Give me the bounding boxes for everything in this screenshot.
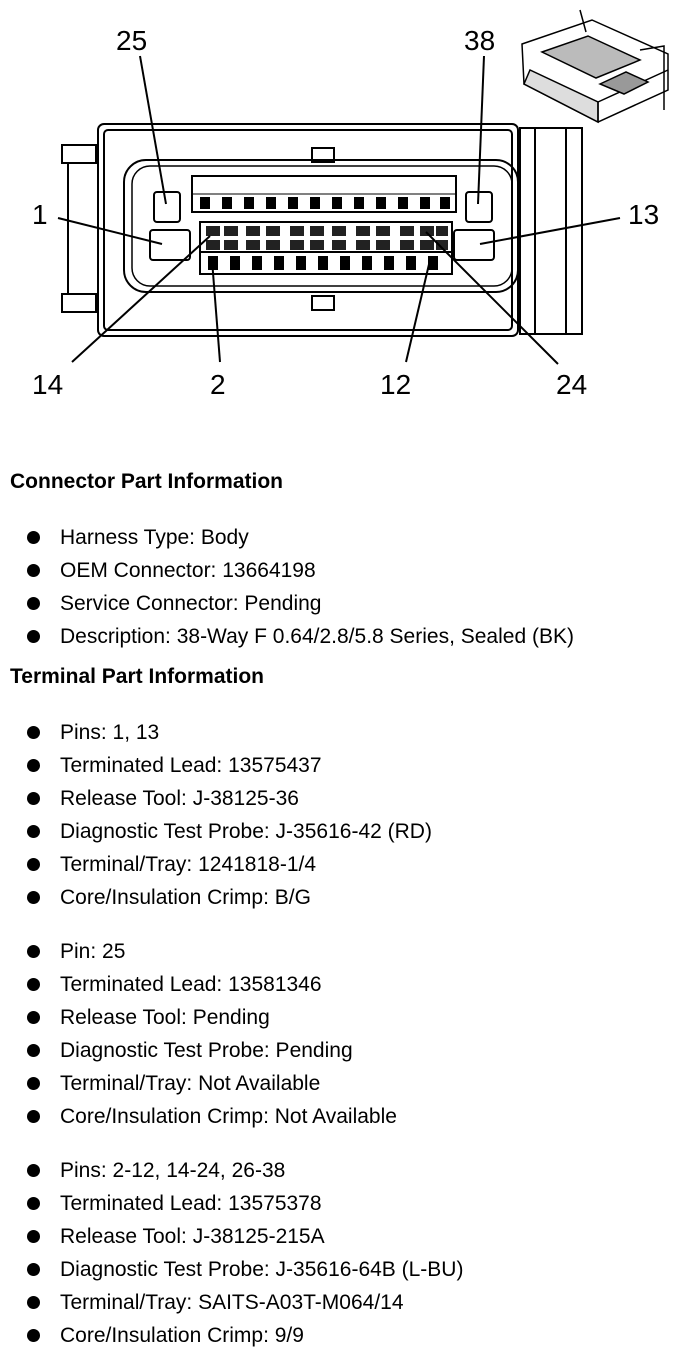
list-item-text: Terminated Lead: 13575378 [60, 1192, 322, 1215]
list-item-text: Diagnostic Test Probe: J-35616-42 (RD) [60, 820, 432, 843]
list-item-text: Pins: 2-12, 14-24, 26-38 [60, 1159, 286, 1182]
pin-callout-14: 14 [32, 369, 64, 400]
connector-part-list [0, 521, 574, 653]
connector-part-heading: Connector Part Information [10, 470, 284, 493]
list-item [0, 1154, 463, 1187]
bullet-icon [27, 1044, 40, 1057]
connector-diagram [0, 0, 688, 420]
bullet-icon [27, 564, 40, 577]
bullet-icon [27, 726, 40, 739]
bullet-icon [27, 825, 40, 838]
terminal-group-2-list [0, 935, 397, 1133]
list-item [0, 749, 432, 782]
bullet-icon [27, 1230, 40, 1243]
list-item-text: Terminal/Tray: 1241818-1/4 [60, 853, 317, 876]
list-item [0, 1319, 463, 1352]
bullet-icon [27, 978, 40, 991]
bullet-icon [27, 597, 40, 610]
list-item [0, 587, 574, 620]
list-item-text: Diagnostic Test Probe: Pending [60, 1039, 353, 1062]
pin-callout-38: 38 [464, 25, 496, 56]
list-item-text: Pins: 1, 13 [60, 721, 160, 744]
bullet-icon [27, 792, 40, 805]
list-item [0, 1220, 463, 1253]
list-item [0, 782, 432, 815]
bullet-icon [27, 1077, 40, 1090]
pin-callout-2: 2 [210, 369, 226, 400]
bullet-icon [27, 1164, 40, 1177]
list-item-text: Terminal/Tray: Not Available [60, 1072, 321, 1095]
bullet-icon [27, 630, 40, 643]
list-item-text: Pin: 25 [60, 940, 126, 963]
list-item-text: Harness Type: Body [60, 526, 249, 549]
bullet-icon [27, 1011, 40, 1024]
list-item-text: Description: 38-Way F 0.64/2.8/5.8 Series, Sealed (BK) [60, 625, 574, 648]
terminal-group-3-list [0, 1154, 463, 1352]
list-item [0, 620, 574, 653]
list-item-text: Terminal/Tray: SAITS-A03T-M064/14 [60, 1291, 404, 1314]
pin-callout-25: 25 [116, 25, 148, 56]
list-item [0, 554, 574, 587]
list-item [0, 1187, 463, 1220]
list-item [0, 815, 432, 848]
pin-callout-24: 24 [556, 369, 588, 400]
bullet-icon [27, 531, 40, 544]
bullet-icon [27, 858, 40, 871]
bullet-icon [27, 1296, 40, 1309]
bullet-icon [27, 1329, 40, 1342]
list-item-text: Terminated Lead: 13581346 [60, 973, 322, 996]
list-item-text: Diagnostic Test Probe: J-35616-64B (L-BU) [60, 1258, 464, 1281]
list-item [0, 881, 432, 914]
list-item [0, 1001, 397, 1034]
list-item [0, 521, 574, 554]
list-item-text: Core/Insulation Crimp: Not Available [60, 1105, 397, 1128]
list-item-text: Core/Insulation Crimp: 9/9 [60, 1324, 304, 1347]
bullet-icon [27, 891, 40, 904]
list-item-text: Core/Insulation Crimp: B/G [60, 886, 311, 909]
list-item-text: Release Tool: J-38125-215A [60, 1225, 325, 1248]
pin-callout-1: 1 [32, 199, 48, 230]
list-item [0, 1067, 397, 1100]
terminal-part-heading: Terminal Part Information [10, 665, 264, 688]
list-item [0, 935, 397, 968]
list-item [0, 1100, 397, 1133]
bullet-icon [27, 1263, 40, 1276]
bullet-icon [27, 1197, 40, 1210]
pin-callout-12: 12 [380, 369, 412, 400]
bullet-icon [27, 759, 40, 772]
list-item-text: Release Tool: J-38125-36 [60, 787, 299, 810]
pin-callout-13: 13 [628, 199, 660, 230]
list-item [0, 1286, 463, 1319]
list-item [0, 716, 432, 749]
terminal-group-1-list [0, 716, 432, 914]
bullet-icon [27, 1110, 40, 1123]
list-item-text: Service Connector: Pending [60, 592, 322, 615]
list-item [0, 848, 432, 881]
list-item-text: Terminated Lead: 13575437 [60, 754, 322, 777]
list-item [0, 1034, 397, 1067]
list-item [0, 968, 397, 1001]
list-item [0, 1253, 463, 1286]
connector-thumbnail [522, 10, 668, 122]
list-item-text: Release Tool: Pending [60, 1006, 270, 1029]
bullet-icon [27, 945, 40, 958]
list-item-text: OEM Connector: 13664198 [60, 559, 316, 582]
